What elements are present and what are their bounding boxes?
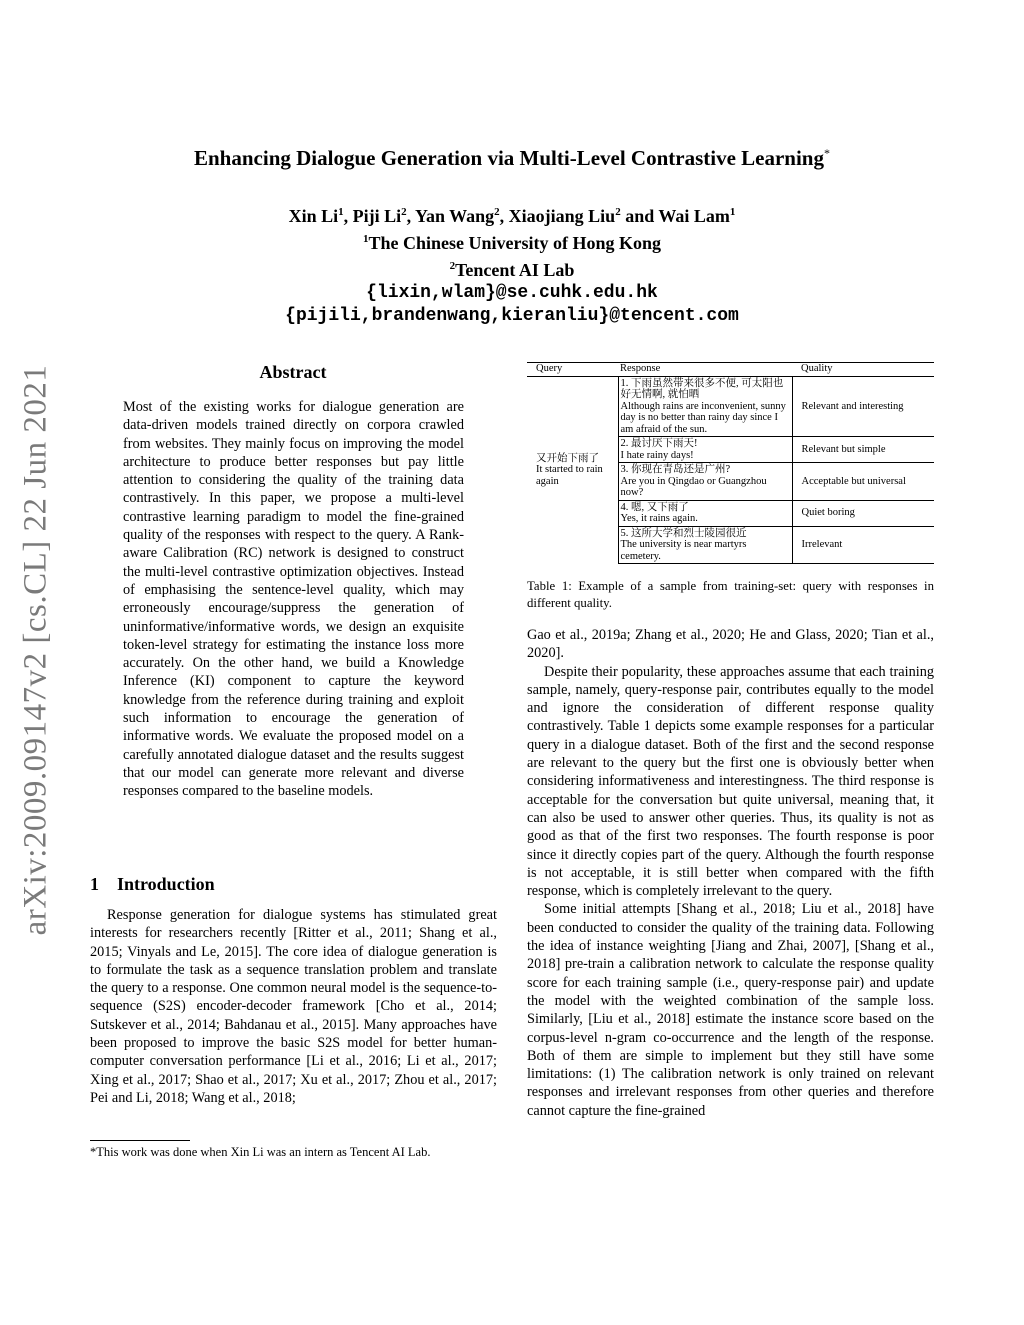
section-heading-introduction bbox=[90, 874, 233, 895]
footnote: *This work was done when Xin Li was an intern as Tencent AI Lab. bbox=[90, 1145, 431, 1159]
quality-cell: Acceptable but universal bbox=[792, 463, 934, 501]
response-cell bbox=[618, 463, 792, 501]
footnote-rule bbox=[90, 1140, 190, 1141]
affiliation-2 bbox=[0, 255, 1024, 282]
quality-cell: Relevant but simple bbox=[792, 437, 934, 463]
response-chinese: 3. 你现在青岛还是广州? bbox=[620, 464, 731, 475]
response-chinese: 4. 嗯, 又下雨了 bbox=[620, 501, 689, 513]
intro-paragraph: Response generation for dialogue systems has stimulated great interests for researchers recently [Ritter et al., 2011; Shang et al., 2015; Vinyals and Le, 2015]. The core idea of dialogue generation is to formulate the task as a sequence translation problem and translate the query to a response. One common neural model is the sequence-to-sequence (S2S) encoder-decoder framework [Cho et al., 2014; Sutskever et al., 2014; Bahdanau et al., 2015]. Many approaches have been proposed to improve the basic S2S model for better human-computer conversation performance [Li et al., 2016; Li et al., 2017; Xing et al., 2017; Shao et al., 2017; Xu et al., 2017; Zhou et al., 2017; Pei and Li, 2018; Wang et al., 2018; bbox=[90, 907, 497, 1106]
column-header-quality: Quality bbox=[792, 363, 934, 377]
response-chinese: 5. 这所大学和烈士陵园很近 bbox=[620, 527, 747, 539]
response-english: Although rains are inconvenient, sunny day is no better than rainy day since I am afraid of the sun. bbox=[620, 400, 786, 435]
response-english: The university is near martyrs cemetery. bbox=[620, 539, 747, 562]
email-1: {lixin,wlam}@se.cuhk.edu.hk bbox=[366, 283, 658, 303]
response-english: Yes, it rains again. bbox=[620, 513, 698, 524]
response-cell bbox=[618, 526, 792, 564]
affiliation-mark: 2 bbox=[615, 206, 621, 218]
author-name: Xin Li bbox=[288, 206, 339, 226]
author-name: , Piji Li bbox=[343, 206, 402, 226]
affiliation-mark: 1 bbox=[362, 233, 369, 245]
right-column-body bbox=[527, 626, 934, 1120]
author-names bbox=[0, 201, 1024, 228]
table-row bbox=[527, 376, 934, 437]
column-header-query: Query bbox=[527, 363, 618, 377]
paragraph: Despite their popularity, these approaches assume that each training sample, namely, query-response pair, contributes equally to the model and ignore the consideration of different response quality contrastively. Table 1 depicts some example responses for a particular query in a dialogue dataset. Both of the first and the second response are relevant to the query but the first one is obviously better when considering informativeness and interestingness. The third response is acceptable for the conversation but quite universal, meaning that, it can also be used to answer other queries. Thus, its quality is not as good as that of the first two responses. The fourth response is poor since it directly copies part of the query. Although the fourth response is not acceptable, it is still better when compared with the fifth response, which is completely irrelevant to the query. bbox=[527, 663, 934, 900]
query-english: It started to rain again bbox=[536, 464, 603, 487]
response-chinese: 2. 最讨厌下雨天! bbox=[620, 438, 698, 449]
affiliation-name: Tencent AI Lab bbox=[455, 260, 575, 280]
author-name: , Xiaojiang Liu bbox=[499, 206, 616, 226]
paragraph-continuation: Gao et al., 2019a; Zhang et al., 2020; He and Glass, 2020; Tian et al., 2020]. bbox=[527, 627, 934, 662]
response-chinese: 1. 下雨虽然带来很多不便, 可太阳也好无情啊, 就怕晒 bbox=[620, 377, 784, 400]
paper-title bbox=[0, 146, 1024, 171]
title-footnote-mark: * bbox=[824, 146, 830, 160]
affiliation-mark: 2 bbox=[449, 260, 456, 272]
response-english: I hate rainy days! bbox=[620, 449, 694, 461]
response-cell bbox=[618, 437, 792, 463]
affiliation-1 bbox=[0, 228, 1024, 255]
affiliation-mark: 1 bbox=[729, 206, 736, 218]
affiliation-mark: 1 bbox=[338, 206, 344, 218]
affiliation-mark: 2 bbox=[494, 206, 500, 218]
abstract-heading: Abstract bbox=[259, 362, 327, 382]
response-english: Are you in Qingdao or Guangzhou now? bbox=[620, 475, 767, 498]
arxiv-identifier: arXiv:2009.09147v2 [cs.CL] 22 Jun 2021 bbox=[17, 364, 54, 936]
response-cell bbox=[618, 500, 792, 526]
author-name: , Yan Wang bbox=[406, 206, 495, 226]
table-caption: Table 1: Example of a sample from training-set: query with responses in different quality. bbox=[527, 579, 934, 610]
author-name: and Wai Lam bbox=[620, 206, 730, 226]
quality-cell: Irrelevant bbox=[792, 526, 934, 564]
title-text: Enhancing Dialogue Generation via Multi-Level Contrastive Learning bbox=[194, 146, 824, 170]
paragraph: Some initial attempts [Shang et al., 2018; Liu et al., 2018] have been conducted to consider the quality of the training data. Following the idea of instance weighting [Jiang and Zhai, 2007], [Shang et al., 2018] pre-train a calibration network to calculate the response quality score for each training sample (i.e., query-response pair) and update the model with the weighted combination of the sample loss. Similarly, [Liu et al., 2018] estimate the instance score based on the corpus-level n-gram co-occurrence and the length of the response. Both of them are simple to implement but they still have some limitations: (1) The calibration network is only trained on relevant responses and irrelevant responses from other queries and therefore cannot capture the fine-grained bbox=[527, 901, 934, 1119]
quality-cell: Relevant and interesting bbox=[801, 400, 904, 412]
arxiv-sidebar bbox=[6, 360, 66, 940]
query-chinese: 又开始下雨了 bbox=[536, 452, 599, 464]
response-cell bbox=[618, 376, 792, 437]
query-cell bbox=[527, 376, 618, 564]
email-2: {pijili,brandenwang,kieranliu}@tencent.com bbox=[285, 306, 739, 326]
column-header-response: Response bbox=[618, 363, 792, 377]
author-block bbox=[0, 201, 1024, 328]
table-1 bbox=[527, 362, 934, 564]
affiliation-mark: 2 bbox=[401, 206, 407, 218]
section-number: 1 bbox=[90, 874, 99, 894]
section-title: Introduction bbox=[117, 874, 215, 894]
abstract-body: Most of the existing works for dialogue generation are data-driven models trained directly on corpora crawled from websites. They mainly focus on improving the model architecture to produce better responses but pay little attention to considering the quality of the training data contrastively. In this paper, we propose a multi-level contrastive learning paradigm to model the fine-grained quality of the responses with respect to the query. A Rank-aware Calibration (RC) network is designed to construct the multi-level contrastive optimization objectives. Instead of emphasising the sentence-level quality, which may erroneously encourage/suppress the generation of uninformative/informative words, we design an exquisite token-level strategy for estimating the instance loss more accurately. On the other hand, we build a Knowledge Inference (KI) component to capture the keyword knowledge from the reference during training and exploit such information to encourage the generation of informative words. We evaluate the proposed model on a carefully annotated dialogue dataset and the results suggest that our model can generate more relevant and diverse responses compared to the baseline models. bbox=[123, 399, 464, 800]
quality-cell: Quiet boring bbox=[792, 500, 934, 526]
affiliation-name: The Chinese University of Hong Kong bbox=[368, 233, 662, 253]
